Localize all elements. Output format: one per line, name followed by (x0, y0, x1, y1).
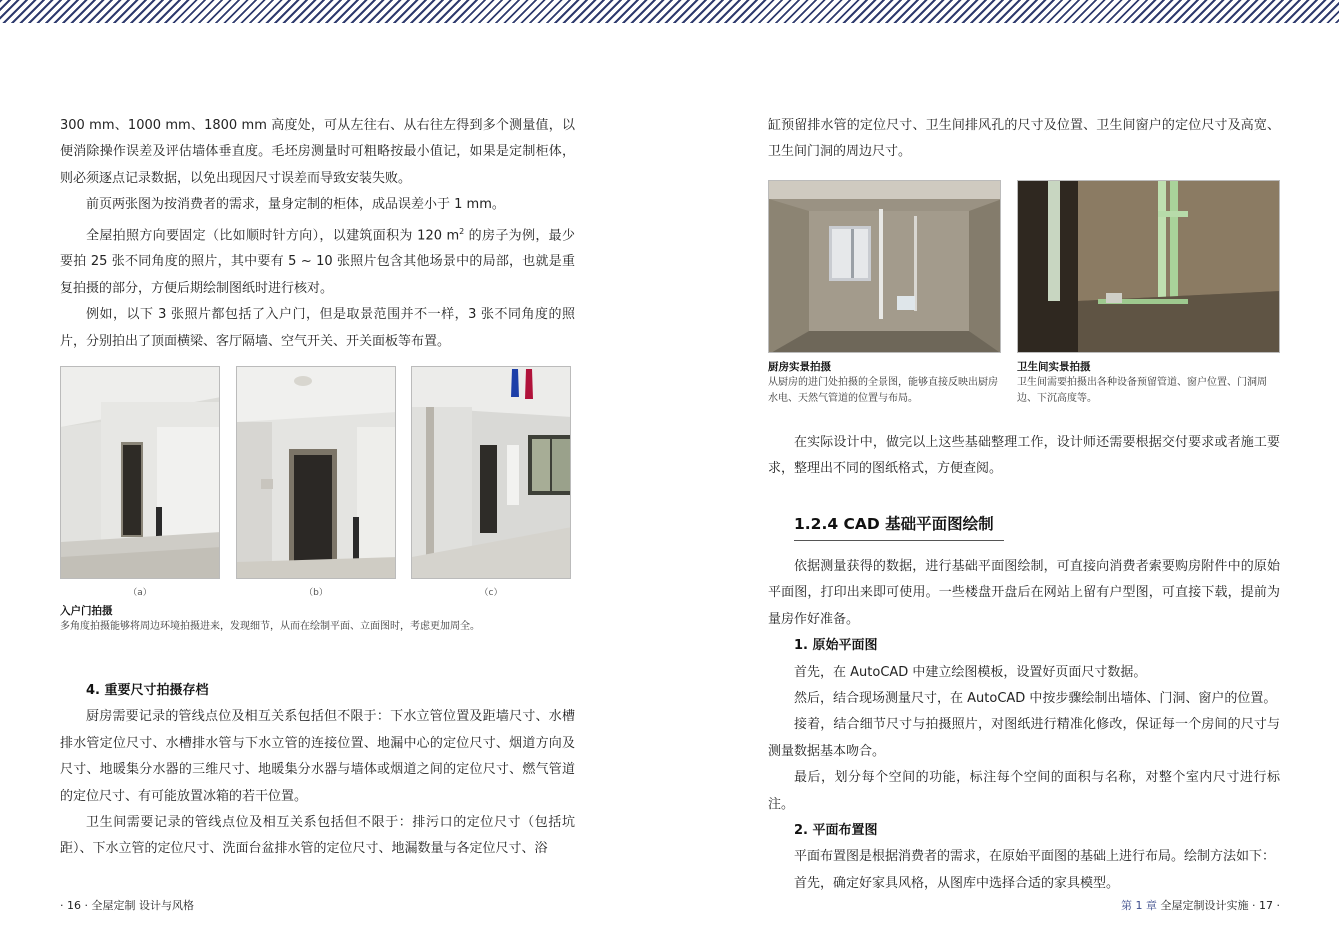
footer-title: 全屋定制设计实施 · 17 · (1157, 899, 1280, 912)
paragraph: 前页两张图为按消费者的需求，量身定制的柜体，成品误差小于 1 mm。 (86, 197, 505, 213)
paragraph: 平面布置图是根据消费者的需求，在原始平面图的基础上进行布局。绘制方法如下： (794, 849, 1276, 865)
paragraph: 在实际设计中，做完以上这些基础整理工作，设计师还需要根据交付要求或者施工要求，整理出不同的图纸格式，方便查阅。 (768, 435, 1280, 477)
caption-body: 卫生间需要拍摄出各种设备预留管道、窗户位置、门洞周边、下沉高度等。 (1017, 377, 1267, 404)
paragraph: 然后，结合现场测量尺寸，在 AutoCAD 中按步骤绘制出墙体、门洞、窗户的位置。 (794, 691, 1277, 707)
paragraph-part: 全屋拍照方向要固定（比如顺时针方向），以建筑面积为 120 m (86, 227, 460, 243)
paragraph: 首先，在 AutoCAD 中建立绘图模板，设置好页面尺寸数据。 (794, 664, 1147, 680)
entrance-photo-c (411, 366, 571, 579)
section-title (794, 512, 1306, 541)
caption-title: 厨房实景拍摄 (768, 361, 831, 373)
right-footer (1121, 897, 1280, 913)
paragraph: 厨房需要记录的管线点位及相互关系包括但不限于：下水立管位置及距墙尺寸、水槽排水管定位尺寸、水槽排水管与下水立管的连接位置、地漏中心的定位尺寸、烟道方向及尺寸、地暖集分水器的三维尺寸、地暖集分水器与墙体或烟道之间的定位尺寸、燃气管道的定位尺寸、有可能放置冰箱的若干位置。 (60, 709, 575, 804)
paragraph: 接着，结合细节尺寸与拍摄照片，对图纸进行精准化修改，保证每一个房间的尺寸与测量数据基本吻合。 (768, 717, 1280, 759)
right-text-mid (768, 430, 1280, 483)
paragraph: 例如，以下 3 张照片都包括了入户门，但是取景范围并不一样，3 张不同角度的照片，分别拍出了顶面横梁、客厅隔墙、空气开关、开关面板等布置。 (60, 307, 575, 349)
section-underline (794, 540, 1004, 541)
subsection-heading: 1. 原始平面图 (794, 638, 878, 654)
kitchen-caption (768, 359, 1001, 407)
paragraph: 依据测量获得的数据，进行基础平面图绘制，可直接向消费者索要购房附件中的原始平面图，打印出来即可使用。一些楼盘开盘后在网站上留有户型图，可直接下载，提前为量房作好准备。 (768, 559, 1280, 627)
bathroom-caption (1017, 359, 1280, 407)
paragraph-part: 的房子为例，最少要拍 25 张不同角度的照片，其中要有 5 ~ 10 张照片包含其他场景中的局部，也就是重复拍摄的部分，方便后期绘制图纸时进行核对。 (60, 227, 575, 296)
photo-label-a: （a） (128, 588, 152, 598)
paragraph: 300 mm、1000 mm、1800 mm 高度处，可从左往右、从右往左得到多个测量值，以便消除操作误差及评估墙体垂直度。毛坯房测量时可粗略按最小值记，如果是定制柜体，则必须逐点记录数据，以免出现因尺寸误差而导致安装失败。 (60, 118, 575, 186)
paragraph: 卫生间需要记录的管线点位及相互关系包括但不限于：排污口的定位尺寸（包括坑距）、下水立管的定位尺寸、洗面台盆排水管的定位尺寸、地漏数量与各定位尺寸、浴 (60, 815, 575, 857)
footer-chapter: 第 1 章 (1121, 899, 1158, 912)
photo-label-b: （b） (304, 588, 328, 598)
kitchen-photo (768, 180, 1001, 353)
photo-caption (60, 603, 575, 635)
top-stripe-band (0, 0, 1339, 23)
bathroom-photo (1017, 180, 1280, 353)
caption-title: 卫生间实景拍摄 (1017, 361, 1091, 373)
right-text-bottom (768, 554, 1280, 897)
caption-body: 多角度拍摄能够将周边环境拍摄进来，发现细节，从而在绘制平面、立面图时，考虑更加周全。 (60, 621, 480, 632)
superscript: 2 (459, 226, 465, 236)
paragraph: 最后，划分每个空间的功能，标注每个空间的面积与名称，对整个室内尺寸进行标注。 (768, 770, 1280, 812)
right-text-top (768, 113, 1280, 166)
entrance-photo-b (236, 366, 396, 579)
left-footer: · 16 · 全屋定制 设计与风格 (60, 899, 194, 912)
left-text-bottom (60, 678, 575, 863)
left-text-top (60, 113, 575, 355)
paragraph: 首先，确定好家具风格，从图库中选择合适的家具模型。 (794, 875, 1120, 891)
subsection-heading: 4. 重要尺寸拍摄存档 (86, 683, 209, 698)
subsection-heading: 2. 平面布置图 (794, 823, 878, 839)
photo-label-c: （c） (479, 588, 503, 598)
paragraph (60, 219, 575, 303)
caption-title: 入户门拍摄 (60, 605, 113, 617)
entrance-photo-a (60, 366, 220, 579)
caption-body: 从厨房的进门处拍摄的全景图，能够直接反映出厨房水电、天然气管道的位置与布局。 (768, 377, 998, 404)
section-heading: 1.2.4 CAD 基础平面图绘制 (794, 515, 994, 533)
paragraph: 缸预留排水管的定位尺寸、卫生间排风孔的尺寸及位置、卫生间窗户的定位尺寸及高宽、卫生间门洞的周边尺寸。 (768, 118, 1280, 160)
